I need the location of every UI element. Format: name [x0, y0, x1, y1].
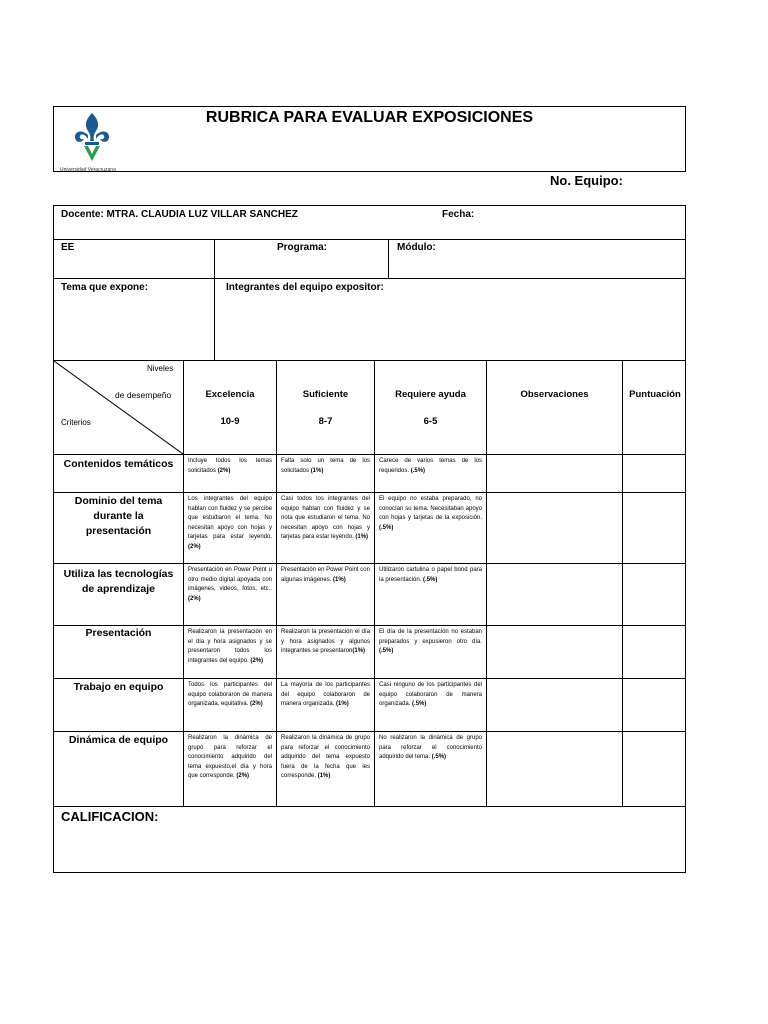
table-cell: Realizaron la dinámica de grupo para reforzar el conocimiento adquirido del tema expuesto,el día y hora que corresponde. (2%)	[188, 735, 272, 779]
table-cell: Casi todos los integrantes del equipo hablan con fluidez y se nota que estudiaron el tema. No necesitan apoyo con hojas y tarjetas para estar leyendo. (1%)	[281, 496, 370, 540]
table-cell: Los integrantes del equipo hablan con fluidez y se percibe que estudiaron el tema. No necesitan apoyo con hojas y tarjetas para estar leyendo. (2%)	[188, 496, 272, 550]
integrantes-label: Integrantes del equipo expositor:	[226, 282, 384, 293]
docente-label: Docente: MTRA. CLAUDIA LUZ VILLAR SANCHEZ	[61, 209, 298, 220]
criterion-tecnologias: Utiliza las tecnologías de aprendizaje	[63, 568, 174, 595]
modulo-label: Módulo:	[397, 242, 436, 253]
criterion-trabajo: Trabajo en equipo	[73, 681, 164, 693]
table-cell: Presentación en Power Point u otro medio digital apoyada con imágenes, videos, fotos, etc.. (2%)	[188, 567, 272, 602]
corner-desempeno: de desempeño	[115, 390, 172, 400]
table-cell: No realizaron la dinámica de grupo para reforzar el conocimiento adquirido del tema. (.5%)	[379, 735, 482, 760]
table-cell: Incluye todos los temas solicitados (2%)	[188, 458, 272, 474]
table-cell: Casi ninguno de los participantes del equipo colaboraron de manera organizada. (.5%)	[379, 682, 482, 707]
table-cell: Falta solo un tema de los solicitados (1%)	[281, 458, 370, 474]
page-title: RUBRICA PARA EVALUAR EXPOSICIONES	[205, 109, 534, 126]
table-cell: Realizaron la presentación en el día y hora asignados y se presentaron todos los integrantes del equipo. (2%)	[188, 629, 272, 664]
level-header-suficiente: Suficiente 8-7	[302, 389, 349, 427]
table-cell: Carece de varios temas de los requeridos. (.5%)	[379, 458, 482, 474]
table-cell: La mayoría de los participantes del equipo colaboraron de manera organizada. (1%)	[281, 682, 370, 707]
calificacion-label: CALIFICACION:	[61, 809, 159, 824]
logo-caption: Universidad Veracruzana	[60, 167, 116, 173]
table-cell: Todos los participantes del equipo colaboraron de manera organizada, equitativa. (2%)	[188, 682, 272, 707]
criterion-dinamica: Dinámica de equipo	[68, 734, 169, 746]
table-cell: Realizaron la dinámica de grupo para reforzar el conocimiento adquirido del tema expuesto fuera de la fecha que les corresponde. (1%)	[281, 735, 370, 779]
criterion-presentacion: Presentación	[85, 627, 152, 639]
tema-label: Tema que expone:	[61, 282, 149, 293]
puntuacion-header: Puntuación	[629, 389, 681, 400]
criterion-dominio: Dominio del tema durante la presentación	[74, 495, 163, 537]
level-header-excelencia: Excelencia 10-9	[205, 389, 255, 427]
table-cell: El equipo no estaba preparado, no conocían su tema. Necesitaban apoyo con hojas y tarjetas de la exposición. (.5%)	[379, 496, 482, 531]
corner-criterios: Criterios	[61, 418, 91, 427]
info-box	[53, 205, 686, 361]
no-equipo-label: No. Equipo:	[550, 173, 623, 188]
corner-niveles: Niveles	[147, 364, 174, 373]
fecha-label: Fecha:	[442, 209, 475, 220]
level-header-requiere-ayuda: Requiere ayuda 6-5	[395, 389, 466, 427]
ee-label: EE	[61, 242, 75, 253]
corner-diagonal	[54, 361, 183, 454]
rubric-table	[53, 360, 686, 873]
programa-label: Programa:	[277, 242, 328, 253]
header-box	[53, 106, 686, 172]
table-cell: Presentación en Power Point con algunas imágenes. (1%)	[281, 567, 370, 583]
table-cell: El día de la presentación no estaban preparados y expusieron otro día. (.5%)	[379, 629, 482, 654]
observaciones-header: Observaciones	[520, 389, 589, 400]
table-cell: Utilizaron cartulina o papel bond para la presentación. (.5%)	[379, 567, 482, 583]
table-cell: Realizaron la presentación el día y hora asignados y algunos integrantes se presentaron(1%)	[281, 629, 370, 654]
criterion-contenidos: Contenidos temáticos	[63, 458, 174, 470]
